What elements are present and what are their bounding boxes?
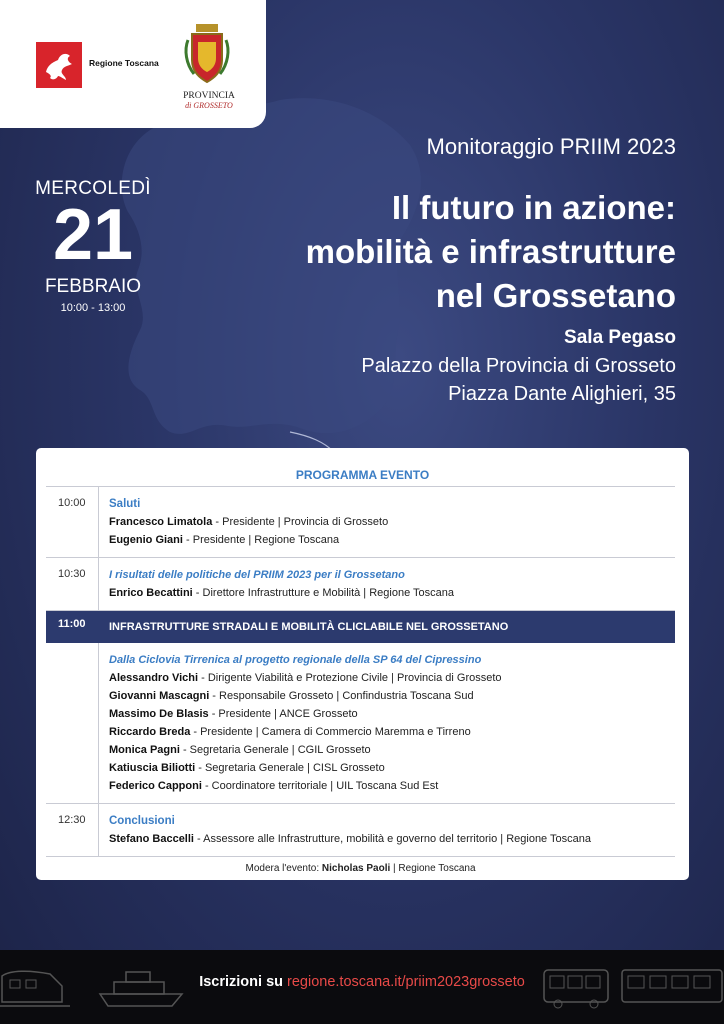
program-row <box>46 486 675 557</box>
speaker-name: Stefano Baccelli <box>109 833 194 845</box>
venue-building: Palazzo della Provincia di Grosseto <box>361 355 676 377</box>
program-content <box>98 643 675 803</box>
program-time: 11:00 <box>58 618 86 630</box>
program-row-highlight <box>46 610 675 643</box>
event-day: 21 <box>52 195 134 275</box>
registration-text <box>0 974 724 990</box>
program-card <box>36 448 689 880</box>
regione-toscana-logo <box>36 42 82 88</box>
speaker-line <box>109 741 675 759</box>
program-section-title: Saluti <box>109 498 141 510</box>
speaker-role: - Responsabile Grosseto | Confindustria Toscana Sud <box>209 690 474 702</box>
speaker-name: Francesco Limatola <box>109 516 213 528</box>
speaker-name: Giovanni Mascagni <box>109 690 210 702</box>
moderator-line <box>46 856 675 874</box>
moderator-suffix: | Regione Toscana <box>390 863 476 874</box>
event-date <box>34 178 152 314</box>
speaker-line <box>109 830 675 848</box>
speaker-name: Eugenio Giani <box>109 534 183 546</box>
registration-prefix: Iscrizioni su <box>199 974 288 990</box>
speaker-line <box>109 759 675 777</box>
speaker-name: Alessandro Vichi <box>109 672 199 684</box>
venue-address: Piazza Dante Alighieri, 35 <box>448 383 676 405</box>
event-hours: 10:00 - 13:00 <box>60 302 126 314</box>
venue-hall: Sala Pegaso <box>564 327 676 348</box>
program-section-title: Conclusioni <box>109 815 175 827</box>
speaker-role: - Presidente | Provincia di Grosseto <box>212 516 389 528</box>
speaker-role: - Segretaria Generale | CGIL Grosseto <box>179 744 371 756</box>
speaker-name: Katiuscia Biliotti <box>109 762 196 774</box>
event-month: FEBBRAIO <box>44 276 142 297</box>
speaker-line <box>109 584 675 602</box>
speaker-role: - Coordinatore territoriale | UIL Toscana Sud Est <box>201 780 439 792</box>
program-time: 12:30 <box>58 814 86 826</box>
program-section-title: Dalla Ciclovia Tirrenica al progetto regionale della SP 64 del Cipressino <box>109 654 482 666</box>
event-title-line: nel Grossetano <box>435 277 676 314</box>
event-title <box>176 186 676 318</box>
program-row <box>46 803 675 856</box>
speaker-role: - Presidente | ANCE Grosseto <box>208 708 358 720</box>
program-table <box>46 486 675 874</box>
program-content <box>98 804 675 856</box>
provincia-grosseto-crest-icon <box>180 20 234 90</box>
program-section-title: I risultati delle politiche del PRIIM 2023 per il Grossetano <box>109 569 405 581</box>
speaker-name: Massimo De Blasis <box>109 708 209 720</box>
speaker-role: - Assessore alle Infrastrutture, mobilità e governo del territorio | Regione Toscana <box>193 833 592 845</box>
speaker-role: - Segretaria Generale | CISL Grosseto <box>195 762 385 774</box>
event-title-line: mobilità e infrastrutture <box>305 233 676 270</box>
moderator-prefix: Modera l'evento: <box>245 863 322 874</box>
speaker-role: - Direttore Infrastrutture e Mobilità | Regione Toscana <box>192 587 455 599</box>
speaker-line <box>109 777 675 795</box>
moderator-name: Nicholas Paoli <box>321 863 391 874</box>
program-time: 10:00 <box>58 497 86 509</box>
regione-toscana-label: Regione Toscana <box>89 58 159 68</box>
provincia-label-line1: PROVINCIA <box>183 91 235 101</box>
speaker-role: - Dirigente Viabilità e Protezione Civile | Provincia di Grosseto <box>198 672 502 684</box>
event-subtitle: Monitoraggio PRIIM 2023 <box>426 134 676 159</box>
event-venue <box>361 324 676 408</box>
program-time: 10:30 <box>58 568 86 580</box>
speaker-role: - Presidente | Regione Toscana <box>182 534 340 546</box>
logo-card <box>0 0 266 128</box>
speaker-line <box>109 531 675 549</box>
speaker-name: Riccardo Breda <box>109 726 191 738</box>
speaker-name: Federico Capponi <box>109 780 202 792</box>
speaker-line <box>109 513 675 531</box>
footer-bar <box>0 950 724 1024</box>
event-weekday: MERCOLEDÌ <box>35 178 151 199</box>
speaker-line <box>109 669 675 687</box>
registration-link[interactable]: regione.toscana.it/priim2023grosseto <box>287 974 525 990</box>
program-section-title: INFRASTRUTTURE STRADALI E MOBILITÀ CLICLABILE NEL GROSSETANO <box>98 611 675 643</box>
speaker-name: Monica Pagni <box>109 744 180 756</box>
speaker-line <box>109 705 675 723</box>
program-content <box>98 558 675 610</box>
program-heading: PROGRAMMA EVENTO <box>295 468 430 482</box>
program-content <box>98 487 675 557</box>
program-row <box>46 557 675 610</box>
speaker-role: - Presidente | Camera di Commercio Maremma e Tirreno <box>190 726 471 738</box>
provincia-grosseto-label <box>176 91 242 111</box>
provincia-label-line2: di GROSSETO <box>185 101 233 110</box>
program-time <box>46 643 98 803</box>
speaker-line <box>109 687 675 705</box>
program-row <box>46 643 675 803</box>
speaker-name: Enrico Becattini <box>109 587 193 599</box>
speaker-line <box>109 723 675 741</box>
event-title-line: Il futuro in azione: <box>391 189 676 226</box>
